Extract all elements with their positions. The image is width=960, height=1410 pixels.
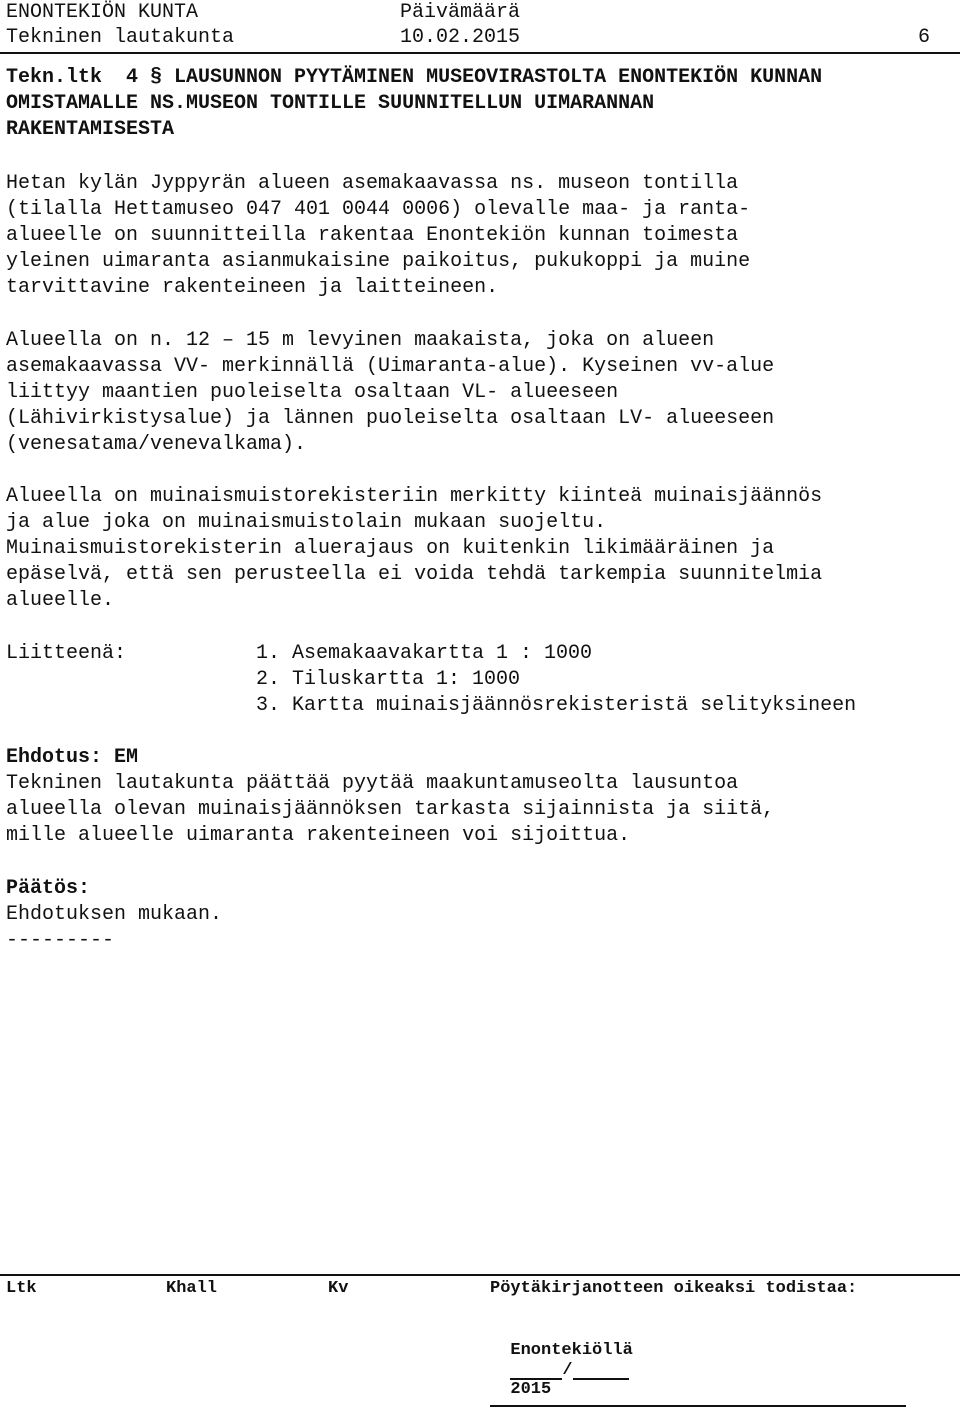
paragraph-2-line: liittyy maantien puoleiselta osaltaan VL- alueeseen bbox=[6, 381, 619, 404]
paragraph-1-line: yleinen uimaranta asianmukaisine paikoitus, pukukoppi ja muine bbox=[6, 250, 751, 273]
month-blank bbox=[573, 1360, 629, 1380]
proposal-line: alueella olevan muinaisjäännöksen tarkasta sijainnista ja siitä, bbox=[6, 798, 775, 821]
paragraph-2-line: asemakaavassa VV- merkinnällä (Uimaranta-alue). Kyseinen vv-alue bbox=[6, 355, 775, 378]
decision-text: Ehdotuksen mukaan. bbox=[6, 903, 223, 926]
decision-separator: --------- bbox=[6, 929, 115, 952]
date-slash: / bbox=[562, 1361, 573, 1380]
section-title-line-2: OMISTAMALLE NS.MUSEON TONTILLE SUUNNITELLUN UIMARANNAN bbox=[6, 92, 655, 115]
proposal-heading: Ehdotus: EM bbox=[6, 746, 139, 769]
certification-place-date bbox=[490, 1322, 633, 1399]
day-blank bbox=[510, 1360, 562, 1380]
paragraph-2-line: (venesatama/venevalkama). bbox=[6, 433, 307, 456]
paragraph-2-line: Alueella on n. 12 – 15 m levyinen maakaista, joka on alueen bbox=[6, 329, 715, 352]
header-divider bbox=[0, 52, 960, 54]
certification-year: 2015 bbox=[510, 1380, 552, 1399]
paragraph-1-line: alueelle on suunnitteilla rakentaa Enontekiön kunnan toimesta bbox=[6, 224, 739, 247]
paragraph-1-line: (tilalla Hettamuseo 047 401 0044 0006) olevalle maa- ja ranta- bbox=[6, 198, 751, 221]
meeting-date: 10.02.2015 bbox=[400, 26, 521, 49]
paragraph-3-line: alueelle. bbox=[6, 589, 115, 612]
org-name: ENONTEKIÖN KUNTA bbox=[6, 1, 199, 24]
attachment-item: 2. Tiluskartta 1: 1000 bbox=[256, 668, 521, 691]
paragraph-3-line: ja alue joka on muinaismuistolain mukaan suojeltu. bbox=[6, 511, 607, 534]
date-label: Päivämäärä bbox=[400, 1, 521, 24]
section-title-line-1: Tekn.ltk 4 § LAUSUNNON PYYTÄMINEN MUSEOVIRASTOLTA ENONTEKIÖN KUNNAN bbox=[6, 66, 823, 89]
footer-khall: Khall bbox=[166, 1279, 218, 1298]
footer-ltk: Ltk bbox=[6, 1279, 37, 1298]
paragraph-2-line: (Lähivirkistysalue) ja lännen puoleiselta osaltaan LV- alueeseen bbox=[6, 407, 775, 430]
certification-label: Pöytäkirjanotteen oikeaksi todistaa: bbox=[490, 1279, 858, 1298]
page-number: 6 bbox=[918, 26, 931, 49]
proposal-line: mille alueelle uimaranta rakenteineen voi sijoittua. bbox=[6, 824, 631, 847]
proposal-line: Tekninen lautakunta päättää pyytää maakuntamuseolta lausuntoa bbox=[6, 772, 739, 795]
paragraph-3-line: Alueella on muinaismuistorekisteriin merkitty kiinteä muinaisjäännös bbox=[6, 485, 823, 508]
signature-line bbox=[490, 1405, 906, 1407]
footer-divider bbox=[0, 1274, 960, 1276]
footer-kv: Kv bbox=[328, 1279, 349, 1298]
attachment-item: 3. Kartta muinaisjäännösrekisteristä selityksineen bbox=[256, 694, 857, 717]
paragraph-1-line: tarvittavine rakenteineen ja laitteineen. bbox=[6, 276, 499, 299]
attachment-item: 1. Asemakaavakartta 1 : 1000 bbox=[256, 642, 593, 665]
paragraph-3-line: epäselvä, että sen perusteella ei voida tehdä tarkempia suunnitelmia bbox=[6, 563, 823, 586]
section-title-line-3: RAKENTAMISESTA bbox=[6, 118, 175, 141]
paragraph-1-line: Hetan kylän Jyppyrän alueen asemakaavassa ns. museon tontilla bbox=[6, 172, 739, 195]
certification-place: Enontekiöllä bbox=[510, 1341, 633, 1360]
paragraph-3-line: Muinaismuistorekisterin aluerajaus on kuitenkin likimääräinen ja bbox=[6, 537, 775, 560]
attachments-label: Liitteenä: bbox=[6, 642, 127, 665]
decision-heading: Päätös: bbox=[6, 877, 91, 900]
board-name: Tekninen lautakunta bbox=[6, 26, 235, 49]
